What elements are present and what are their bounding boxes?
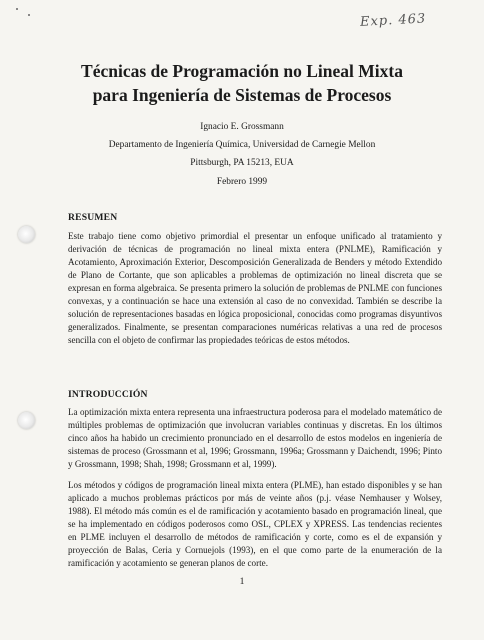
page-number: 1 [239, 576, 245, 587]
binder-hole [18, 226, 35, 243]
scan-speck [16, 8, 18, 10]
author-name: Ignacio E. Grossmann [200, 122, 284, 132]
handwritten-annotation: Exp. 463 [359, 11, 427, 30]
paper-date: Febrero 1999 [216, 177, 268, 187]
section-heading-resumen: RESUMEN [68, 212, 118, 223]
author-address: Pittsburgh, PA 15213, EUA [190, 158, 294, 168]
intro-paragraph-1: La optimización mixta entera representa una infraestructura poderosa para el modelado matemático de múltiples problemas de optimización que involucran variables continuas y discretas. En los últimos cinco años ha habido un crecimiento pronunciado en el desarrollo de estos modelos en ingeniería de sistemas de proceso (Grossmann et al, 1996; Grossmann, 1996a; Grossmann y Daichendt, 1996; Pinto y Grossmann, 1998; Shah, 1998; Grossmann et al, 1999). [68, 407, 442, 469]
binder-hole [18, 412, 35, 429]
paper-title-line-1: Técnicas de Programación no Lineal Mixta [81, 61, 403, 81]
scan-speck [28, 14, 30, 16]
paper-title [0, 59, 484, 107]
intro-paragraph-2: Los métodos y códigos de programación lineal mixta entera (PLME), han estado disponibles y se han aplicado a muchos problemas prácticos por más de veinte años (p.j. véase Nemhauser y Wolsey, 1988). El método más común es el de ramificación y acotamiento basado en programación lineal, que se ha implementado en códigos poderosos como OSL, CPLEX y XPRESS. Las tendencias recientes en PLME incluyen el desarrollo de métodos de ramificación y corte, como es el de expansión y proyección de Balas, Ceria y Cornuejols (1993), en el que como parte de la enumeración de la ramificación y acotamiento se generan planos de corte. [68, 480, 442, 568]
paper-title-line-2: para Ingeniería de Sistemas de Procesos [92, 85, 392, 105]
section-heading-introduccion: INTRODUCCIÓN [68, 389, 148, 400]
author-affiliation: Departamento de Ingeniería Química, Universidad de Carnegie Mellon [108, 140, 376, 150]
abstract-paragraph: Este trabajo tiene como objetivo primordial el presentar un enfoque unificado al tratamiento y derivación de técnicas de programación no lineal mixta entera (PNLME), Ramificación y Acotamiento, Aproximación Exterior, Descomposición Generalizada de Benders y método Extendido de Plano de Cortante, que son aplicables a problemas de optimización no lineal discreta que se expresan en forma algebraica. Se presenta primero la solución de problemas de PNLME con funciones convexas, y a continuación se hace una extensión al caso de no convexidad. También se describe la solución de representaciones basadas en lógica proposicional, conocidas como programas disyuntivos generalizados. Finalmente, se presentan comparaciones numéricas relativas a una red de procesos sencilla con el objeto de confirmar las propiedades teóricas de estos métodos. [68, 231, 442, 345]
